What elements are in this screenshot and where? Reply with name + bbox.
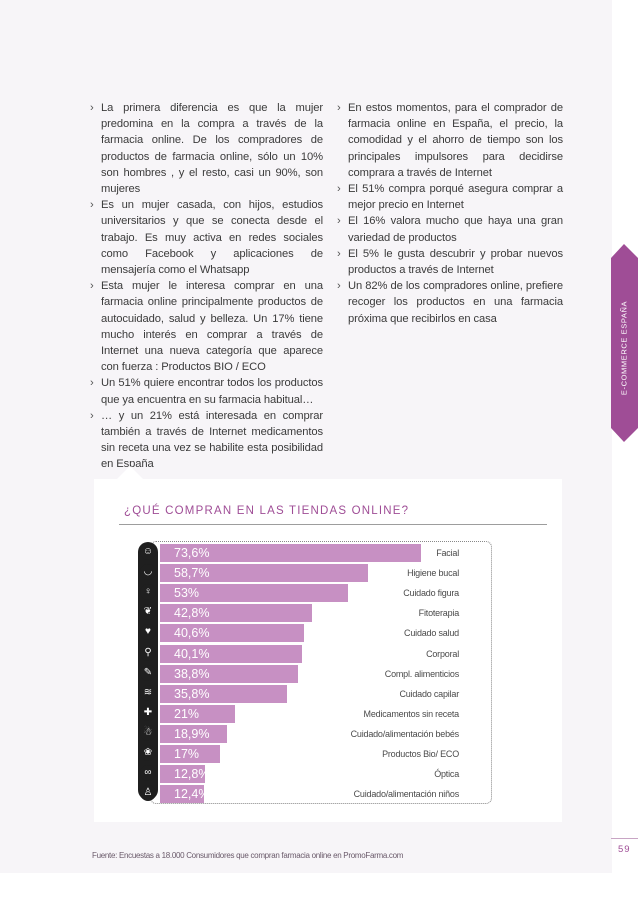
bar-value-label: 58,7% <box>174 566 210 581</box>
bar-value-label: 42,8% <box>174 606 210 621</box>
chart-row <box>0 743 638 763</box>
left-bullet-2 <box>90 197 323 278</box>
bullet-mark: › <box>90 280 94 293</box>
chart-row <box>0 763 638 783</box>
chart-row <box>0 582 638 602</box>
left-bullet-1 <box>90 100 323 197</box>
heart-icon: ♥ <box>140 624 156 640</box>
bullet-text: El 51% compra porqué asegura comprar a mejor precio en Internet <box>348 183 563 212</box>
bar-category-label: Cuidado salud <box>404 628 459 639</box>
bar-value-label: 53% <box>174 586 200 601</box>
leaf-icon: ❦ <box>140 604 156 620</box>
right-bullet-3 <box>337 213 563 245</box>
bar-value-label: 38,8% <box>174 666 210 681</box>
bar-category-label: Medicamentos sin receta <box>363 708 459 719</box>
glasses-icon: ∞ <box>140 765 156 781</box>
bullet-text: El 5% le gusta descubrir y probar nuevos productos a través de Internet <box>348 247 563 277</box>
chart-row <box>0 663 638 683</box>
bar-category-label: Productos Bio/ ECO <box>382 749 459 759</box>
bullet-text: En estos momentos, para el comprador de farmacia online en España, el precio, la comodidad y el ahorro de tiempo son los principales impulsores para decidirse comprara a través de Internet <box>348 102 563 179</box>
bullet-text: El 16% valora mucho que haya una gran variedad de productos <box>348 215 563 244</box>
bullet-text: Un 51% quiere encontrar todos los productos que ya encuentra en su farmacia habitual… <box>101 377 323 406</box>
side-tab-label: E-COMMERCE ESPAÑA <box>619 300 629 395</box>
bullet-mark: › <box>90 409 94 422</box>
bar-value-label: 40,1% <box>174 646 210 661</box>
page-number: 59 <box>618 844 631 855</box>
bullet-mark: › <box>337 280 341 293</box>
chart-row <box>0 562 638 582</box>
chart-row <box>0 723 638 743</box>
side-tab-notch-bottom <box>611 428 638 442</box>
bar-category-label: Corporal <box>426 648 459 659</box>
comb-icon: ≋ <box>140 685 156 701</box>
chart-title-rule <box>119 524 547 525</box>
bullet-mark: › <box>337 247 341 260</box>
chart-row <box>0 602 638 622</box>
bullet-mark: › <box>90 102 94 114</box>
chart-row <box>0 683 638 703</box>
bar-value-label: 12,8% <box>174 767 210 782</box>
bullet-text: La primera diferencia es que la mujer predomina en la compra a través de la farmacia online. De los compradores de productos de farmacia online, sólo un 10% son hombres , y el resto, casi un 90%, son mujeres <box>101 102 323 196</box>
wheat-icon: ❀ <box>140 745 156 761</box>
chart-row <box>0 622 638 642</box>
right-bullet-4 <box>337 246 563 278</box>
chart-row <box>0 783 638 803</box>
lips-icon: ◡ <box>140 564 156 580</box>
chart-panel-pointer <box>117 466 143 479</box>
bullet-text: Es un mujer casada, con hijos, estudios universitarios y que se conecta desde el trabajo. Es muy activa en redes sociales como Facebook y aplicaciones de mensajería como el Whatsapp <box>101 199 323 277</box>
right-bullet-5 <box>337 278 563 327</box>
body-icon: ⚲ <box>140 645 156 661</box>
bullet-text: Un 82% de los compradores online, prefiere recoger los productos en una farmacia próxima que recibirlos en casa <box>348 280 563 325</box>
bar-value-label: 35,8% <box>174 686 210 701</box>
bullet-text: Esta mujer le interesa comprar en una farmacia online principalmente productos de autocuidado, salud y belleza. Un 17% tiene mucho interés en comprar a través de Internet una nueva categoría que aparece con fuerza : Productos BIO / ECO <box>101 280 323 374</box>
chart-title: ¿QUÉ COMPRAN EN LAS TIENDAS ONLINE? <box>124 505 410 517</box>
bar-value-label: 40,6% <box>174 626 210 641</box>
bar-value-label: 21% <box>174 706 200 721</box>
bar-category-label: Cuidado/alimentación niños <box>353 789 459 800</box>
right-bullet-1 <box>337 100 563 181</box>
bullet-mark: › <box>90 377 94 390</box>
bar-value-label: 18,9% <box>174 726 210 741</box>
bullet-mark: › <box>90 199 94 212</box>
bar-value-label: 73,6% <box>174 546 210 560</box>
bullet-mark: › <box>337 215 341 228</box>
bullet-mark: › <box>337 183 341 196</box>
right-text-column <box>337 100 563 327</box>
bar-category-label: Cuidado figura <box>403 588 459 599</box>
bar-category-label: Óptica <box>434 769 459 780</box>
bar-value-label: 17% <box>174 747 200 761</box>
bar-category-label: Higiene bucal <box>407 568 459 579</box>
left-text-column <box>90 100 323 473</box>
child-icon: ♙ <box>140 785 156 801</box>
bullet-text: … y un 21% está interesada en comprar también a través de Internet medicamentos sin receta una vez se habilite esta posibilidad en España <box>101 409 323 471</box>
left-bullet-5 <box>90 408 323 473</box>
side-tab-notch-top <box>611 244 638 258</box>
bar-category-label: Facial <box>436 548 459 558</box>
bar-category-label: Compl. alimenticios <box>384 668 459 679</box>
page-number-rule <box>611 838 638 839</box>
side-tab-label-wrap <box>612 300 636 395</box>
bullet-mark: › <box>337 102 341 114</box>
bar-category-label: Cuidado capilar <box>399 688 459 699</box>
source-note: Fuente: Encuestas a 18.000 Consumidores que compran farmacia online en PromoFarma.com <box>92 851 404 860</box>
bar-category-label: Cuidado/alimentación bebés <box>350 728 459 739</box>
left-bullet-3 <box>90 278 323 375</box>
chart-row <box>0 703 638 723</box>
chart-row <box>0 643 638 663</box>
bar-category-label: Fitoterapia <box>418 608 459 619</box>
face-icon: ☺ <box>140 544 156 560</box>
bar-value-label: 12,4% <box>174 787 210 802</box>
left-bullet-4 <box>90 375 323 407</box>
figure-icon: ♀ <box>140 584 156 600</box>
cross-icon: ✚ <box>140 705 156 721</box>
chart-row <box>0 542 638 562</box>
supplement-icon: ✎ <box>140 665 156 681</box>
right-bullet-2 <box>337 181 563 213</box>
baby-icon: ☃ <box>140 725 156 741</box>
page-bottom-margin <box>0 873 638 901</box>
